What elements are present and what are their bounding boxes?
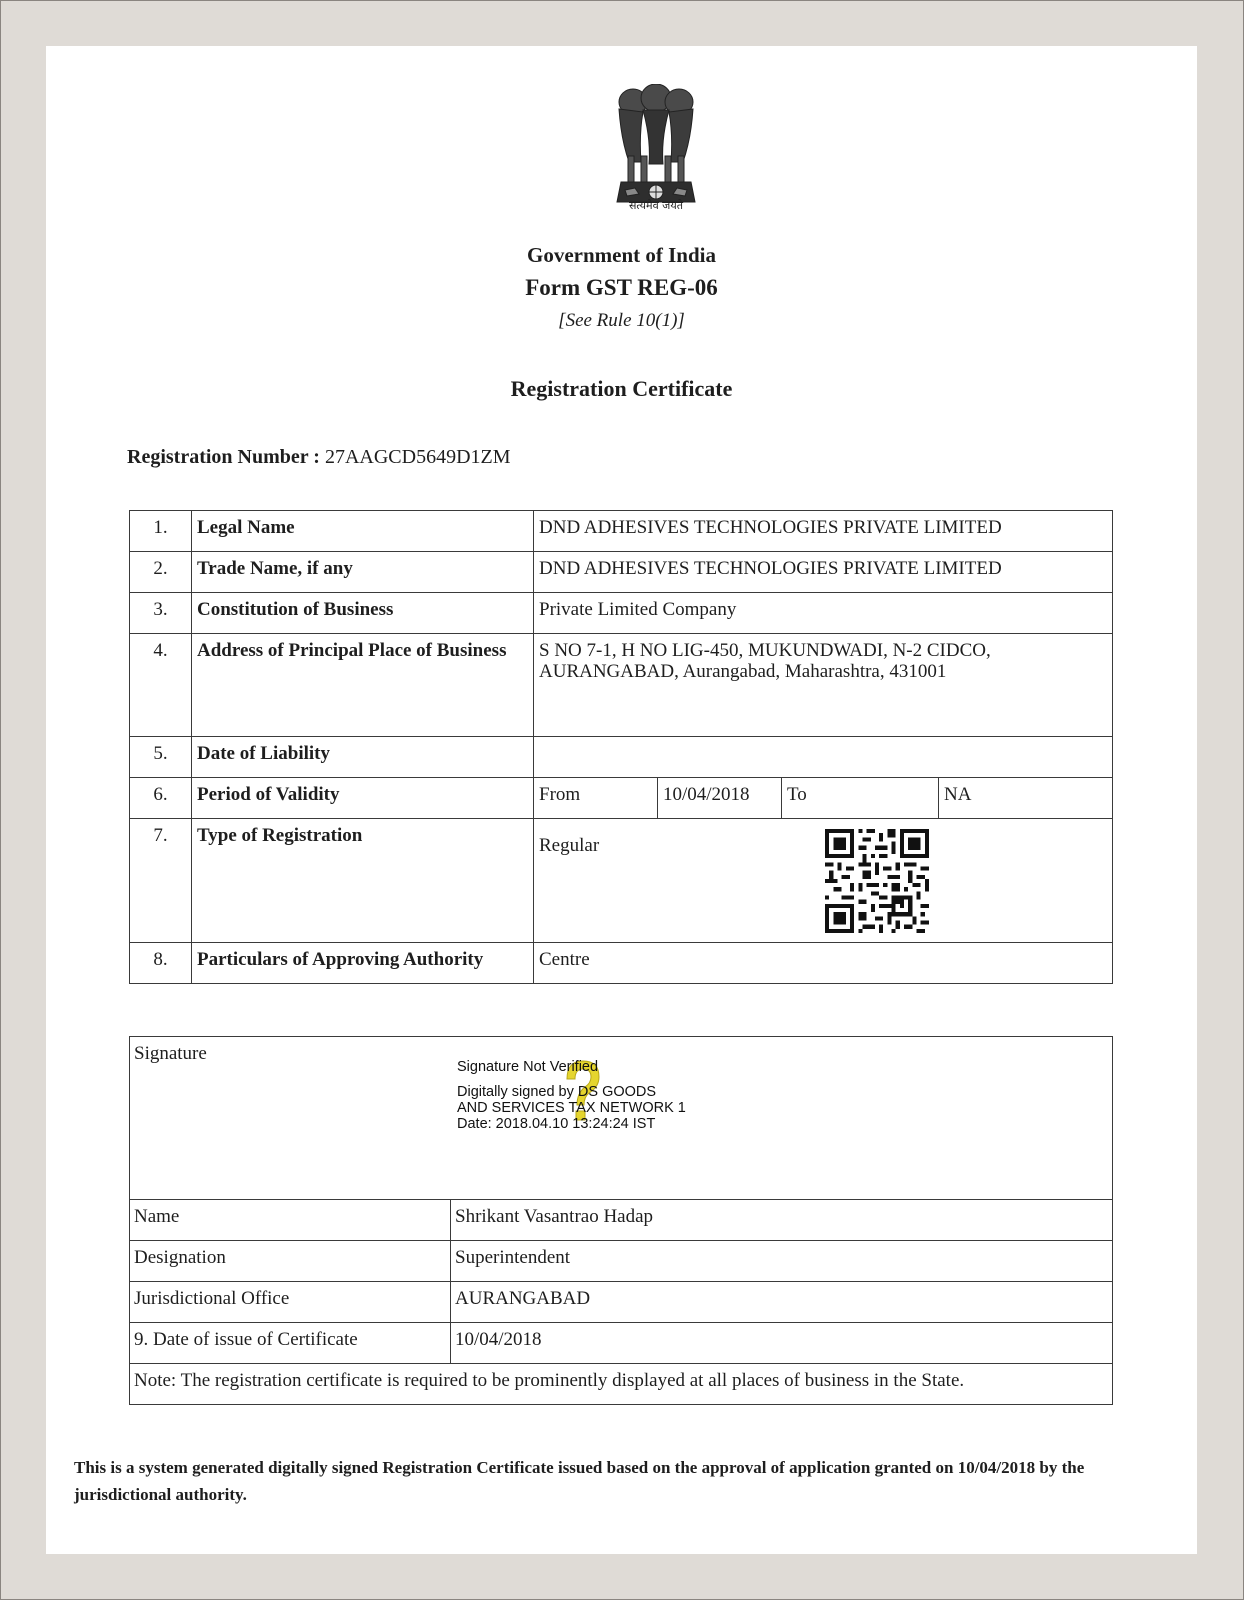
table-row	[130, 593, 1113, 634]
table-row	[130, 943, 1113, 984]
table-row	[130, 634, 1113, 737]
validity-from-label: From	[534, 778, 658, 819]
row-label: Date of Liability	[192, 737, 534, 778]
row-value: Regular	[539, 835, 600, 856]
row-label: Legal Name	[192, 511, 534, 552]
signature-status: Signature Not Verified	[457, 1059, 599, 1075]
rule-reference: [See Rule 10(1)]	[558, 310, 685, 331]
digital-signature-stamp	[457, 1059, 686, 1132]
table-row	[130, 737, 1113, 778]
row-number: 4.	[130, 634, 192, 737]
form-title: Form GST REG-06	[525, 275, 718, 300]
registration-number	[127, 446, 511, 469]
validity-to-value: NA	[939, 778, 1113, 819]
row-value: Private Limited Company	[534, 593, 1113, 634]
table-row	[130, 1323, 1113, 1364]
registration-number-label: Registration Number :	[127, 446, 320, 468]
qr-code-icon	[825, 829, 929, 933]
table-row	[130, 511, 1113, 552]
signature-date: Date: 2018.04.10 13:24:24 IST	[457, 1116, 656, 1132]
row-value: Centre	[534, 943, 1113, 984]
validity-to-label: To	[782, 778, 939, 819]
officer-value: AURANGABAD	[451, 1282, 1113, 1323]
officer-label: Name	[130, 1200, 451, 1241]
row-number: 6.	[130, 778, 192, 819]
row-label: Type of Registration	[192, 819, 534, 943]
system-generated-footer: This is a system generated digitally signed Registration Certificate issued based on the approval of application granted on 10/04/2018 by the jurisdictional authority.	[74, 1458, 1085, 1504]
details-table	[129, 510, 1113, 984]
signature-cell	[130, 1037, 1113, 1200]
display-note: Note: The registration certificate is required to be prominently displayed at all places of business in the State.	[130, 1364, 1113, 1405]
signature-row	[130, 1037, 1113, 1200]
officer-value: 10/04/2018	[451, 1323, 1113, 1364]
signature-table	[129, 1036, 1113, 1405]
row-label: Period of Validity	[192, 778, 534, 819]
row-number: 1.	[130, 511, 192, 552]
table-row	[130, 819, 1113, 943]
signature-label: Signature	[134, 1043, 207, 1064]
table-row	[130, 1364, 1113, 1405]
row-value	[534, 737, 1113, 778]
emblem-motto: सत्यमेव जयते	[628, 199, 683, 212]
row-number: 8.	[130, 943, 192, 984]
officer-value: Shrikant Vasantrao Hadap	[451, 1200, 1113, 1241]
officer-label: 9. Date of issue of Certificate	[130, 1323, 451, 1364]
signature-signed-by: Digitally signed by DS GOODS	[457, 1084, 657, 1100]
row-number: 2.	[130, 552, 192, 593]
row-label: Particulars of Approving Authority	[192, 943, 534, 984]
row-value-cell	[534, 819, 1113, 943]
national-emblem-icon	[581, 84, 731, 259]
table-row	[130, 552, 1113, 593]
row-number: 7.	[130, 819, 192, 943]
table-row	[130, 1282, 1113, 1323]
officer-label: Jurisdictional Office	[130, 1282, 451, 1323]
row-number: 3.	[130, 593, 192, 634]
row-value: DND ADHESIVES TECHNOLOGIES PRIVATE LIMITED	[534, 511, 1113, 552]
row-label: Address of Principal Place of Business	[192, 634, 534, 737]
validity-from-value: 10/04/2018	[658, 778, 782, 819]
row-label: Trade Name, if any	[192, 552, 534, 593]
table-row	[130, 778, 1113, 819]
row-label: Constitution of Business	[192, 593, 534, 634]
table-row	[130, 1241, 1113, 1282]
certificate-page	[46, 46, 1197, 1554]
registration-number-value: 27AAGCD5649D1ZM	[324, 446, 511, 468]
officer-label: Designation	[130, 1241, 451, 1282]
signature-signer-org: AND SERVICES TAX NETWORK 1	[457, 1100, 686, 1116]
officer-value: Superintendent	[451, 1241, 1113, 1282]
government-heading: Government of India	[527, 243, 716, 267]
table-row	[130, 1200, 1113, 1241]
row-value: S NO 7-1, H NO LIG-450, MUKUNDWADI, N-2 CIDCO, AURANGABAD, Aurangabad, Maharashtra, 431001	[534, 634, 1113, 737]
row-value: DND ADHESIVES TECHNOLOGIES PRIVATE LIMITED	[534, 552, 1113, 593]
certificate-title: Registration Certificate	[510, 376, 733, 401]
row-number: 5.	[130, 737, 192, 778]
